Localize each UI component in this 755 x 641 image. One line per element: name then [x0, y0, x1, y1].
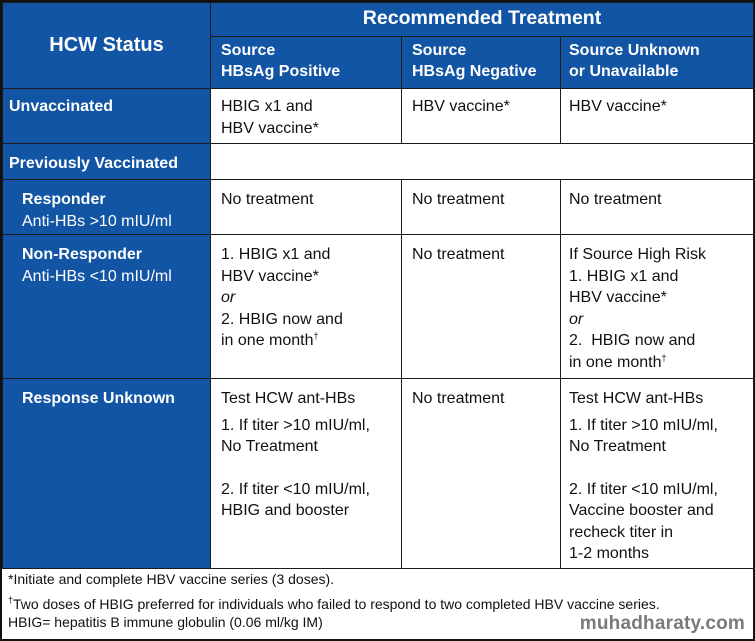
row-label-unvaccinated: Unvaccinated: [3, 89, 211, 144]
treatment-table: [2, 2, 754, 569]
cell-responder-positive: No treatment: [211, 180, 402, 235]
footnote-vaccine-series: *Initiate and complete HBV vaccine series (3 doses).: [8, 571, 335, 587]
row-previously-vaccinated: [3, 144, 754, 180]
footnotes: *Initiate and complete HBV vaccine series (3 doses). †Two doses of HBIG preferred for individuals who failed to respond to two completed HBV vaccine series. HBIG= hepatitis B immune globulin (0.06 ml/kg IM): [8, 571, 660, 630]
row-non-responder: [3, 235, 754, 379]
cell-responder-negative: No treatment: [402, 180, 561, 235]
cell-response-unknown-positive: Test HCW ant-HBs 1. If titer >10 mIU/ml, No Treatment 2. If titer <10 mIU/ml, HBIG and booster: [211, 379, 402, 569]
col-header-hbsag-negative: Source HBsAg Negative: [402, 37, 561, 89]
recommended-treatment-header: Recommended Treatment: [211, 3, 754, 37]
cell-unvaccinated-positive: HBIG x1 and HBV vaccine*: [211, 89, 402, 144]
hcw-status-header: HCW Status: [3, 3, 211, 89]
col-header-hbsag-positive: Source HBsAg Positive: [211, 37, 402, 89]
cell-unvaccinated-negative: HBV vaccine*: [402, 89, 561, 144]
cell-non-responder-positive: 1. HBIG x1 and HBV vaccine* or 2. HBIG now and in one month†: [211, 235, 402, 379]
row-label-non-responder: Non-Responder Anti-HBs <10 mIU/ml: [3, 235, 211, 379]
cell-response-unknown-negative: No treatment: [402, 379, 561, 569]
cell-response-unknown-unknown: Test HCW ant-HBs 1. If titer >10 mIU/ml, No Treatment 2. If titer <10 mIU/ml, Vaccine booster and recheck titer in 1-2 months: [561, 379, 754, 569]
row-unvaccinated: [3, 89, 754, 144]
header-row-top: [3, 3, 754, 37]
footnote-hbig-definition: HBIG= hepatitis B immune globulin (0.06 ml/kg IM): [8, 614, 323, 630]
cell-unvaccinated-unknown: HBV vaccine*: [561, 89, 754, 144]
watermark: muhadharaty.com: [579, 613, 745, 634]
footnote-hbig-doses: Two doses of HBIG preferred for individuals who failed to respond to two completed HBV vaccine series.: [13, 596, 660, 612]
cell-responder-unknown: No treatment: [561, 180, 754, 235]
col-header-source-unknown: Source Unknown or Unavailable: [561, 37, 754, 89]
cell-non-responder-unknown: If Source High Risk 1. HBIG x1 and HBV vaccine* or 2. HBIG now and in one month†: [561, 235, 754, 379]
cell-previously-vaccinated-empty: [211, 144, 754, 180]
row-label-previously-vaccinated: Previously Vaccinated: [3, 144, 211, 180]
row-responder: [3, 180, 754, 235]
row-label-responder: Responder Anti-HBs >10 mIU/ml: [3, 180, 211, 235]
row-label-response-unknown: Response Unknown: [3, 379, 211, 569]
cell-non-responder-negative: No treatment: [402, 235, 561, 379]
row-response-unknown: [3, 379, 754, 569]
